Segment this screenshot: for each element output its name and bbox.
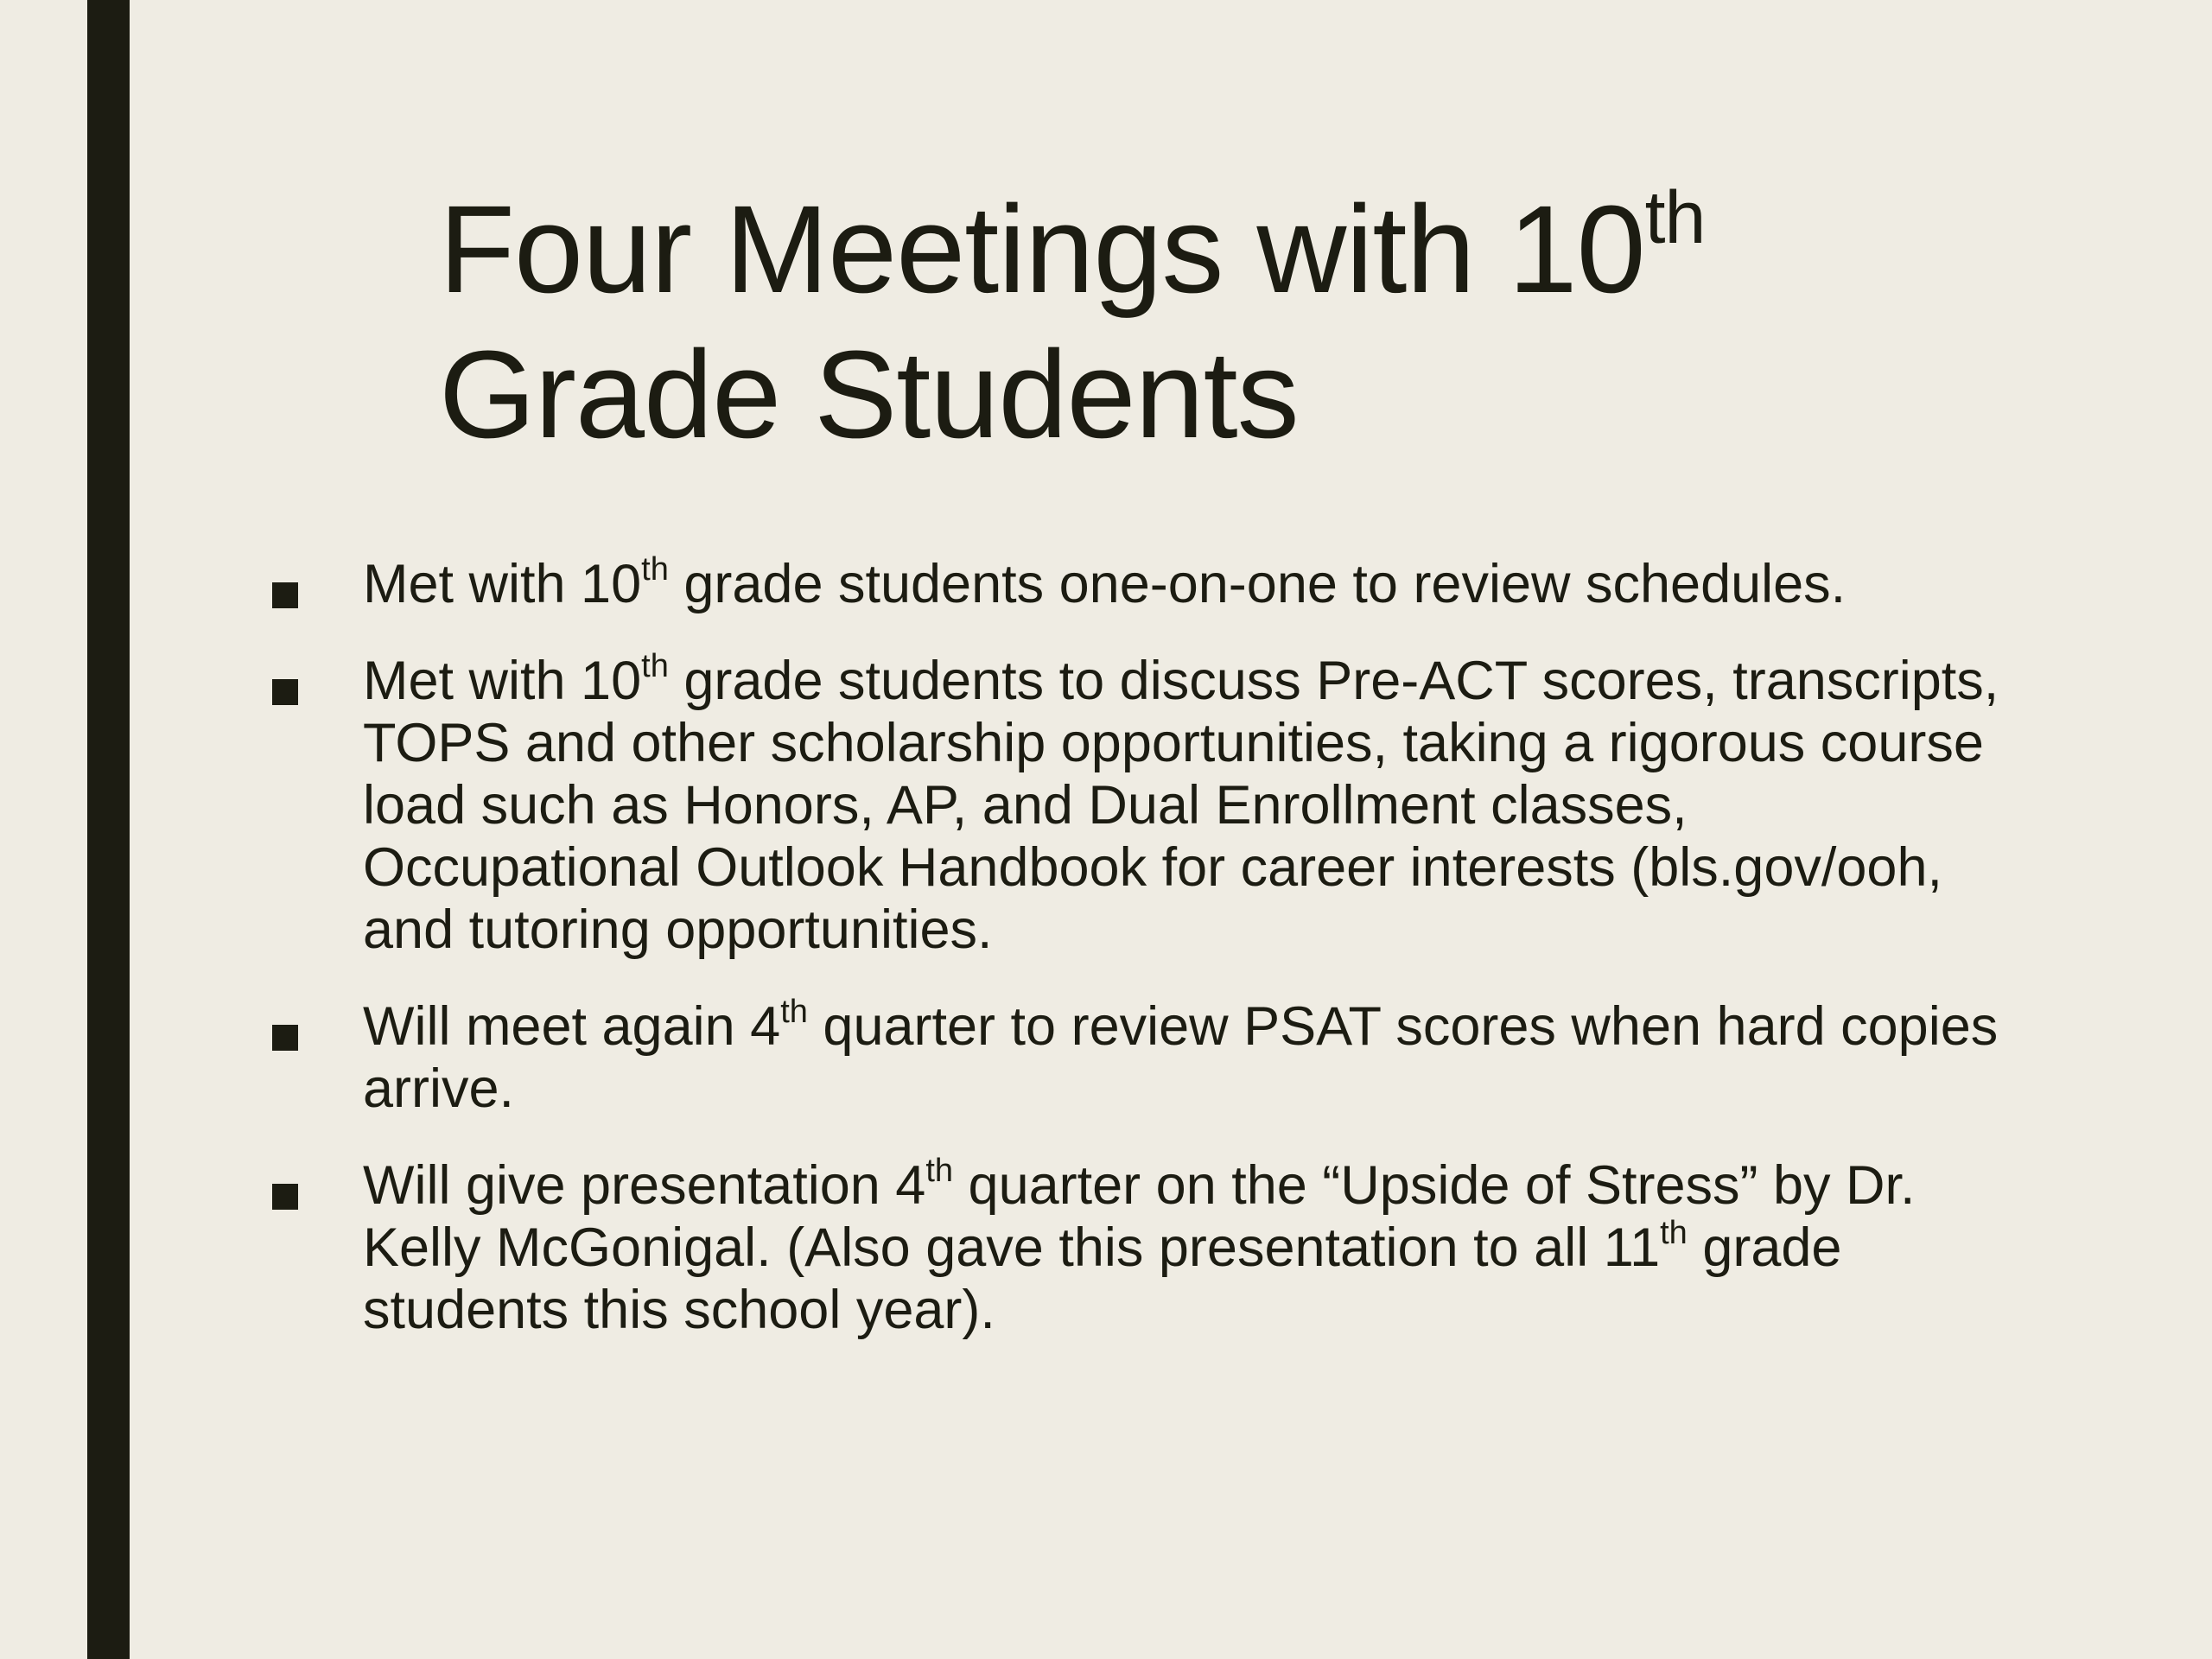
bullet-text <box>363 1154 2005 1341</box>
bullet-item <box>363 995 2005 1120</box>
bullet-item <box>363 553 2005 615</box>
bullet-list <box>363 553 2005 1376</box>
bullet-item <box>363 650 2005 961</box>
bullet-text-run: grade students to discuss Pre-ACT scores, transcripts, TOPS and other scholarship opportunities, taking a rigorous course load such as Honors, AP, and Dual Enrollment classes, Occupational Outlook Handbook for career interests (bls.gov/ooh, and tutoring opportunities. <box>363 651 1999 960</box>
bullet-superscript: th <box>1660 1215 1688 1251</box>
bullet-item <box>363 1154 2005 1341</box>
bullet-superscript: th <box>780 994 808 1030</box>
square-bullet-icon <box>272 679 298 705</box>
title-line-1: Four Meetings with 10 <box>439 180 1645 319</box>
bullet-text-run: Will meet again 4 <box>363 996 781 1057</box>
bullet-text-run: Met with 10 <box>363 651 642 711</box>
slide-title <box>439 177 2081 467</box>
bullet-text <box>363 650 2005 961</box>
bullet-text-run: Met with 10 <box>363 554 642 614</box>
bullet-text-run: grade students this school year). <box>363 1217 1842 1340</box>
left-accent-bar <box>87 0 130 1659</box>
square-bullet-icon <box>272 582 298 608</box>
bullet-text-run: Will give presentation 4 <box>363 1155 926 1216</box>
bullet-text-run: grade students one-on-one to review schedules. <box>668 554 1847 614</box>
square-bullet-icon <box>272 1184 298 1210</box>
bullet-text-run: quarter on the “Upside of Stress” by Dr. Kelly McGonigal. (Also gave this presentation to all 11 <box>363 1155 1916 1278</box>
title-line-2: Grade Students <box>439 325 1299 464</box>
bullet-text <box>363 995 2005 1120</box>
bullet-text-run: quarter to review PSAT scores when hard copies arrive. <box>363 996 1999 1119</box>
square-bullet-icon <box>272 1025 298 1051</box>
bullet-superscript: th <box>925 1153 954 1189</box>
title-superscript: th <box>1644 176 1706 259</box>
bullet-superscript: th <box>641 648 669 684</box>
bullet-superscript: th <box>641 551 669 588</box>
bullet-text <box>363 553 2005 615</box>
